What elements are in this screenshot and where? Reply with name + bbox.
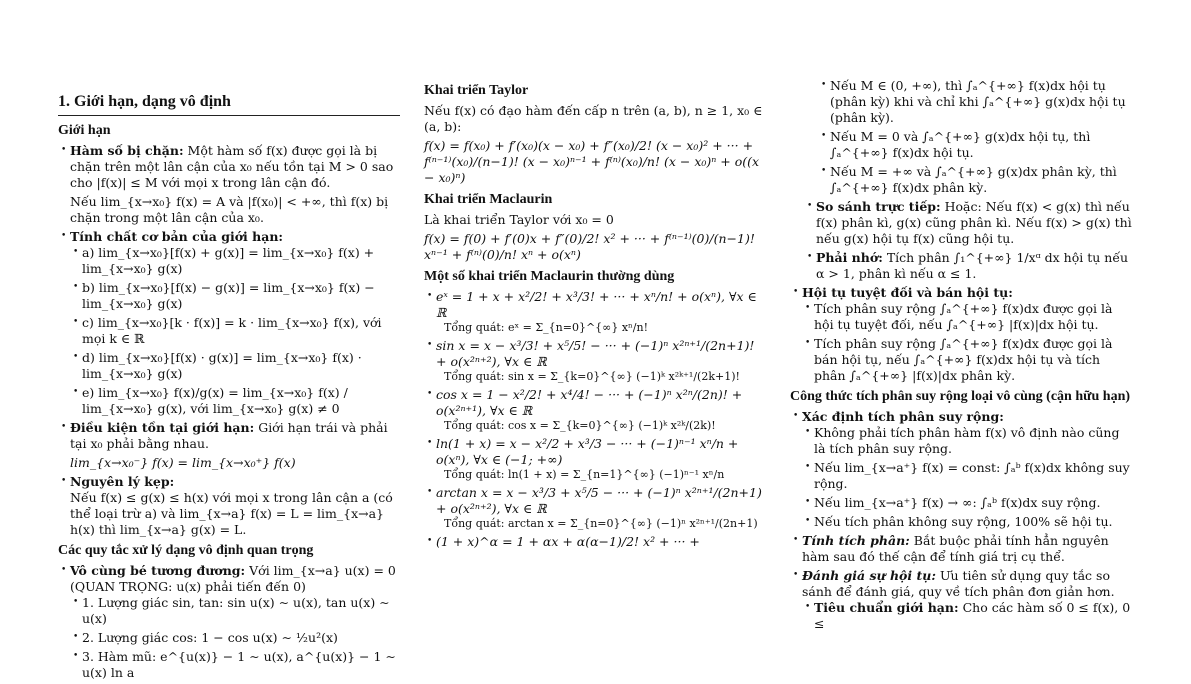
heading-gioi-han: Giới hạn	[58, 123, 111, 139]
list-item: • d) lim_{x→x₀}[f(x) · g(x)] = lim_{x→x₀} f(x) · lim_{x→x₀} g(x)	[82, 350, 400, 382]
text-kep: Nếu f(x) ≤ g(x) ≤ h(x) với mọi x trong lân cận a (có thể loại trừ a) và lim_{x→a} f(x) = L = lim_{x→a} h(x) thì lim_{x→a} g(x) = L.	[70, 490, 393, 538]
label-xac-dinh: Xác định tích phân suy rộng:	[802, 408, 1004, 424]
expansion-general: Tổng quát: sin x = Σ_{k=0}^{∞} (−1)ᵏ x²ᵏ⁺¹/(2k+1)!	[444, 369, 740, 383]
expansion-general: Tổng quát: arctan x = Σ_{n=0}^{∞} (−1)ⁿ x²ⁿ⁺¹/(2n+1)	[444, 517, 758, 531]
list-item: • a) lim_{x→x₀}[f(x) + g(x)] = lim_{x→x₀} f(x) + lim_{x→x₀} g(x)	[82, 245, 400, 277]
heading-cong-thuc: Công thức tích phân suy rộng loại vô cùng (cận hữu hạn)	[790, 389, 1131, 404]
column-3	[790, 78, 1132, 635]
list-item: • Nếu lim_{x→a⁺} f(x) = const: ∫ₐᵇ f(x)dx không suy rộng.	[814, 460, 1132, 492]
formula-dieu-kien	[70, 455, 400, 471]
label-tieu-chuan: Tiêu chuẩn giới hạn:	[814, 599, 959, 615]
expansion-general: Tổng quát: ln(1 + x) = Σ_{n=1}^{∞} (−1)ⁿ⁻¹ xⁿ/n	[444, 467, 725, 481]
item-tinh-tich-phan	[802, 533, 1132, 565]
text-danh-gia: Ưu tiên sử dụng quy tắc so sánh để đánh giá, quy về tích phân đơn giản hơn.	[802, 567, 1115, 599]
list-vcb	[70, 595, 400, 681]
item-xac-dinh	[802, 409, 1132, 530]
expansion-general: Tổng quát: cos x = Σ_{k=0}^{∞} (−1)ᵏ x²ᵏ/(2k)!	[444, 418, 716, 432]
item-phai-nho	[816, 250, 1132, 282]
text-dieu-kien: Giới hạn trái và phải tại x₀ phải bằng nhau.	[70, 420, 388, 452]
list-hoi-tu-items	[802, 301, 1132, 384]
text-maclaurin: Là khai triển Taylor với x₀ = 0	[424, 211, 614, 227]
label-danh-gia: Đánh giá sự hội tụ:	[802, 567, 936, 583]
section-title: 1. Giới hạn, dạng vô định	[58, 92, 400, 116]
text-phai-nho: Tích phân ∫₁^{+∞} 1/xᵅ dx hội tụ nếu α > 1, phân kì nếu α ≤ 1.	[816, 250, 1129, 281]
list-tinh-chat	[70, 245, 400, 417]
label-kep: Nguyên lý kẹp:	[70, 474, 175, 490]
item-nguyen-ly-kep	[70, 474, 400, 538]
expansion-formula: • (1 + x)^α = 1 + αx + α(α−1)/2! x² + ··· +	[436, 534, 700, 550]
item-danh-gia	[802, 568, 1132, 632]
label-hoi-tu: Hội tụ tuyệt đối và bán hội tụ:	[802, 285, 1013, 300]
list-so-sanh	[790, 199, 1132, 282]
list-item: • Nếu M = 0 và ∫ₐ^{+∞} g(x)dx hội tụ, thì ∫ₐ^{+∞} f(x)dx hội tụ.	[830, 129, 1132, 161]
list-item	[436, 387, 766, 433]
list-item	[436, 485, 766, 531]
text-tinh-tp: Bắt buộc phải tính hẳn nguyên hàm sau đó thế cận để tính giá trị cụ thể.	[802, 532, 1109, 564]
list-item: • Nếu lim_{x→a⁺} f(x) → ∞: ∫ₐᵇ f(x)dx suy rộng.	[814, 495, 1132, 511]
list-item: • 3. Hàm mũ: e^{u(x)} − 1 ∼ u(x), a^{u(x)} − 1 ∼ u(x) ln a	[82, 649, 400, 681]
label-ham-so: Hàm số bị chặn:	[70, 143, 184, 159]
list-quy-tac	[58, 563, 400, 681]
item-ham-so-bi-chan	[70, 143, 400, 191]
heading-maclaurin: Khai triển Maclaurin	[424, 191, 553, 207]
list-item: • e) lim_{x→x₀} f(x)/g(x) = lim_{x→x₀} f(x) / lim_{x→x₀} g(x), với lim_{x→x₀} g(x) ≠ 0	[82, 385, 400, 417]
expansion-formula: • arctan x = x − x³/3 + x⁵/5 − ··· + (−1)ⁿ x²ⁿ⁺¹/(2n+1) + o(x²ⁿ⁺²), ∀x ∈ ℝ	[436, 485, 762, 517]
item-dieu-kien	[70, 420, 400, 452]
list-top-items	[790, 78, 1132, 196]
column-1	[58, 92, 400, 684]
formula-maclaurin: f(x) = f(0) + f′(0)x + f″(0)/2! x² + ··· + f⁽ⁿ⁻¹⁾(0)/(n−1)! xⁿ⁻¹ + f⁽ⁿ⁾(0)/n! xⁿ + o(xⁿ)	[424, 230, 755, 262]
list-item: • b) lim_{x→x₀}[f(x) − g(x)] = lim_{x→x₀} f(x) − lim_{x→x₀} g(x)	[82, 280, 400, 312]
expansion-formula: • cos x = 1 − x²/2! + x⁴/4! − ··· + (−1)ⁿ x²ⁿ/(2n)! + o(x²ⁿ⁺¹), ∀x ∈ ℝ	[436, 386, 743, 418]
label-tinh-chat: Tính chất cơ bản của giới hạn:	[70, 229, 284, 245]
list-item: • Nếu tích phân không suy rộng, 100% sẽ hội tụ.	[814, 514, 1132, 530]
list-item	[436, 289, 766, 335]
list-item: • Nếu M ∈ (0, +∞), thì ∫ₐ^{+∞} f(x)dx hội tụ (phân kỳ) khi và chỉ khi ∫ₐ^{+∞} g(x)dx hội tụ (phân kỳ).	[830, 78, 1132, 126]
list-item: • c) lim_{x→x₀}[k · f(x)] = k · lim_{x→x₀} f(x), với mọi k ∈ ℝ	[82, 315, 400, 347]
list-hoi-tu	[790, 285, 1132, 384]
note-ham-so	[70, 194, 400, 226]
text-so-sanh: Hoặc: Nếu f(x) < g(x) thì nếu f(x) phân kì, g(x) cũng phân kì. Nếu f(x) > g(x) thì nếu g(x) hội tụ f(x) cũng hội tụ.	[816, 199, 1132, 246]
label-phai-nho: Phải nhớ:	[816, 250, 883, 265]
list-gioi-han	[58, 143, 400, 538]
text-tieu-chuan: Cho các hàm số 0 ≤ f(x), 0 ≤	[814, 599, 1131, 631]
item-hoi-tu	[802, 285, 1132, 384]
item-so-sanh	[816, 199, 1132, 247]
list-item: • Tích phân suy rộng ∫ₐ^{+∞} f(x)dx được gọi là bán hội tụ, nếu ∫ₐ^{+∞} f(x)dx hội tụ và tích phân ∫ₐ^{+∞} |f(x)|dx phân kỳ.	[814, 336, 1132, 384]
list-item: • Không phải tích phân hàm f(x) vô định nào cũng là tích phân suy rộng.	[814, 425, 1132, 457]
heading-common-expansions: Một số khai triển Maclaurin thường dùng	[424, 268, 675, 284]
list-item: • 2. Lượng giác cos: 1 − cos u(x) ∼ ½u²(x)	[82, 630, 400, 646]
text-ham-so: Một hàm số f(x) được gọi là bị chặn trên một lân cận của x₀ nếu tồn tại M > 0 sao cho |f(x)| ≤ M với mọi x trong lân cận đó.	[70, 143, 394, 191]
expansion-formula: • ln(1 + x) = x − x²/2 + x³/3 − ··· + (−1)ⁿ⁻¹ xⁿ/n + o(xⁿ), ∀x ∈ (−1; +∞)	[436, 435, 739, 467]
note-ham-so-text: Nếu lim_{x→x₀} f(x) = A và |f(x₀)| < +∞, thì f(x) bị chặn trong một lân cận của x₀.	[70, 194, 389, 226]
item-tinh-chat	[70, 229, 400, 417]
list-item: • 1. Lượng giác sin, tan: sin u(x) ∼ u(x), tan u(x) ∼ u(x)	[82, 595, 400, 627]
list-item	[436, 436, 766, 482]
column-2	[424, 78, 766, 553]
list-item: • Tích phân suy rộng ∫ₐ^{+∞} f(x)dx được gọi là hội tụ tuyệt đối, nếu ∫ₐ^{+∞} |f(x)|dx hội tụ.	[814, 301, 1132, 333]
label-vcb: Vô cùng bé tương đương:	[70, 563, 246, 579]
text-taylor: Nếu f(x) có đạo hàm đến cấp n trên (a, b), n ≥ 1, x₀ ∈ (a, b):	[424, 102, 763, 134]
label-tinh-tp: Tính tích phân:	[802, 532, 910, 548]
expansion-formula: • eˣ = 1 + x + x²/2! + x³/3! + ··· + xⁿ/n! + o(xⁿ), ∀x ∈ ℝ	[436, 288, 757, 320]
text-vcb: Với lim_{x→a} u(x) = 0 (QUAN TRỌNG: u(x) phải tiến đến 0)	[70, 563, 396, 595]
list-item	[436, 534, 766, 550]
formula-dieu-kien-text: lim_{x→x₀⁻} f(x) = lim_{x→x₀⁺} f(x)	[70, 455, 296, 471]
item-tieu-chuan	[814, 600, 1132, 632]
list-xac-dinh	[802, 425, 1132, 530]
heading-quy-tac: Các quy tắc xử lý dạng vô định quan trọng	[58, 543, 314, 559]
expansion-general: Tổng quát: eˣ = Σ_{n=0}^{∞} xⁿ/n!	[444, 320, 648, 334]
expansion-formula: • sin x = x − x³/3! + x⁵/5! − ··· + (−1)ⁿ x²ⁿ⁺¹/(2n+1)! + o(x²ⁿ⁺²), ∀x ∈ ℝ	[436, 337, 755, 369]
list-expansions	[424, 289, 766, 550]
list-item: • Nếu M = +∞ và ∫ₐ^{+∞} g(x)dx phân kỳ, thì ∫ₐ^{+∞} f(x)dx phân kỳ.	[830, 164, 1132, 196]
list-item	[436, 338, 766, 384]
heading-taylor: Khai triển Taylor	[424, 83, 529, 98]
formula-taylor: f(x) = f(x₀) + f′(x₀)(x − x₀) + f″(x₀)/2! (x − x₀)² + ··· + f⁽ⁿ⁻¹⁾(x₀)/(n−1)! (x − x₀)ⁿ⁻¹ + f⁽ⁿ⁾(x₀)/n! (x − x₀)ⁿ + o((x − x₀)ⁿ)	[424, 137, 760, 185]
list-cong-thuc	[790, 409, 1132, 632]
label-so-sanh: So sánh trực tiếp:	[816, 199, 941, 214]
label-dieu-kien: Điều kiện tồn tại giới hạn:	[70, 420, 255, 436]
item-vcb	[70, 563, 400, 681]
list-danh-gia	[802, 600, 1132, 632]
